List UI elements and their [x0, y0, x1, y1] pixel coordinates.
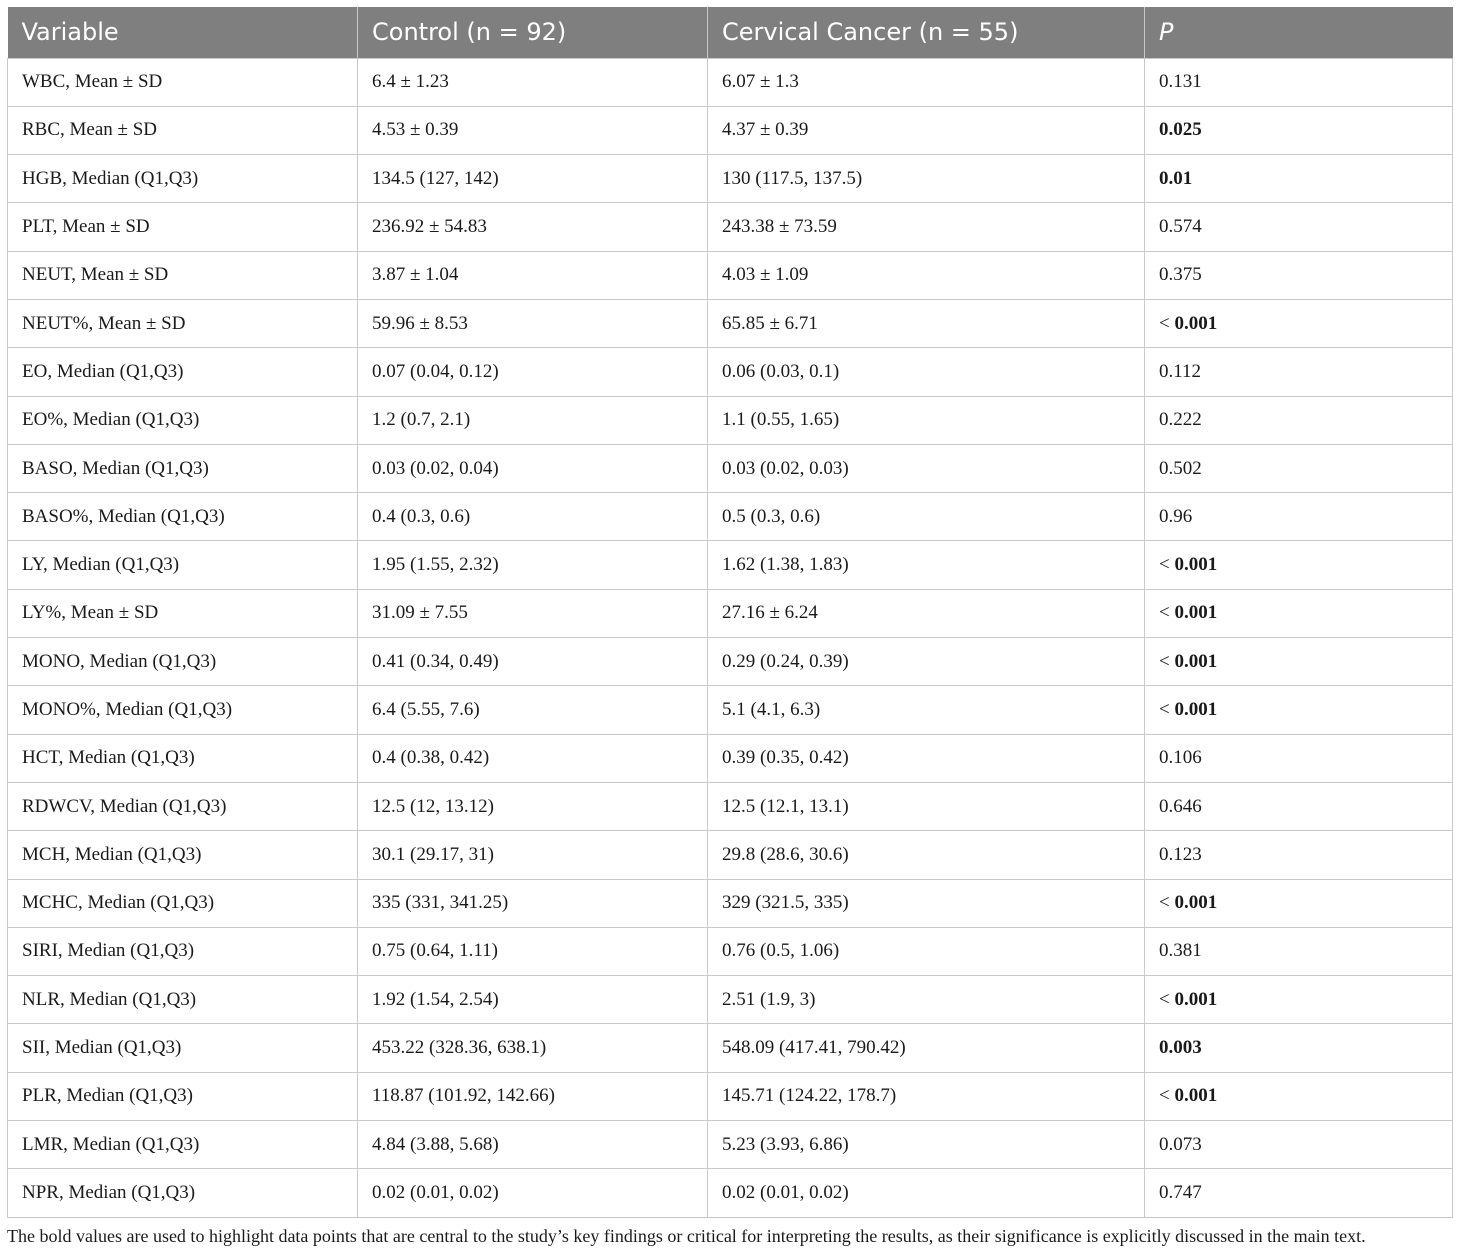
cell-control: 4.53 ± 0.39 — [358, 106, 708, 154]
cell-variable: RDWCV, Median (Q1,Q3) — [8, 782, 358, 830]
cell-p-value — [1145, 831, 1453, 879]
cell-p-value — [1145, 106, 1453, 154]
cell-p-value — [1145, 638, 1453, 686]
cell-cervical-cancer: 0.03 (0.02, 0.03) — [708, 444, 1145, 492]
table-row — [8, 686, 1453, 734]
cell-cervical-cancer: 4.03 ± 1.09 — [708, 251, 1145, 299]
p-value: 0.106 — [1159, 747, 1202, 769]
p-value-prefix: < — [1159, 699, 1175, 720]
cell-control: 0.07 (0.04, 0.12) — [358, 348, 708, 396]
p-value: 0.375 — [1159, 264, 1202, 286]
cell-cervical-cancer: 0.5 (0.3, 0.6) — [708, 493, 1145, 541]
cell-variable: NEUT%, Mean ± SD — [8, 299, 358, 347]
p-value-prefix: < — [1159, 988, 1175, 1010]
p-value: 0.001 — [1174, 650, 1218, 672]
p-value: 0.001 — [1174, 988, 1218, 1010]
cell-variable: HGB, Median (Q1,Q3) — [8, 155, 358, 203]
cell-variable: LY, Median (Q1,Q3) — [8, 541, 358, 589]
cell-p-value — [1145, 589, 1453, 637]
cell-control: 59.96 ± 8.53 — [358, 299, 708, 347]
table-header — [8, 7, 1453, 58]
table-row — [8, 155, 1453, 203]
p-value: 0.001 — [1174, 312, 1218, 334]
p-value: 0.001 — [1174, 1085, 1218, 1107]
cell-p-value — [1145, 203, 1453, 251]
cell-p-value — [1145, 251, 1453, 299]
p-value: 0.01 — [1159, 167, 1193, 189]
p-value: 0.123 — [1159, 843, 1202, 865]
cell-control: 12.5 (12, 13.12) — [358, 782, 708, 830]
header-row — [8, 7, 1453, 58]
cell-cervical-cancer: 130 (117.5, 137.5) — [708, 155, 1145, 203]
cell-cervical-cancer: 1.1 (0.55, 1.65) — [708, 396, 1145, 444]
cell-variable: NLR, Median (Q1,Q3) — [8, 976, 358, 1024]
cell-p-value — [1145, 155, 1453, 203]
cell-p-value — [1145, 782, 1453, 830]
cell-cervical-cancer: 145.71 (124.22, 178.7) — [708, 1072, 1145, 1120]
table-row — [8, 1072, 1453, 1120]
cell-p-value — [1145, 1072, 1453, 1120]
cell-cervical-cancer: 5.1 (4.1, 6.3) — [708, 686, 1145, 734]
table-body — [8, 58, 1453, 1217]
p-value-prefix: < — [1159, 650, 1175, 672]
cell-control: 31.09 ± 7.55 — [358, 589, 708, 637]
p-value-prefix: < — [1159, 602, 1175, 624]
p-value: 0.073 — [1159, 1133, 1202, 1155]
cell-control: 0.02 (0.01, 0.02) — [358, 1169, 708, 1217]
cell-variable: PLT, Mean ± SD — [8, 203, 358, 251]
table-row — [8, 831, 1453, 879]
cell-control: 0.41 (0.34, 0.49) — [358, 638, 708, 686]
cell-variable: RBC, Mean ± SD — [8, 106, 358, 154]
table-row — [8, 1121, 1453, 1169]
cell-control: 30.1 (29.17, 31) — [358, 831, 708, 879]
cell-cervical-cancer: 329 (321.5, 335) — [708, 879, 1145, 927]
cell-control: 3.87 ± 1.04 — [358, 251, 708, 299]
p-value: 0.747 — [1159, 1181, 1202, 1203]
cell-cervical-cancer: 12.5 (12.1, 13.1) — [708, 782, 1145, 830]
cell-control: 134.5 (127, 142) — [358, 155, 708, 203]
cell-p-value — [1145, 734, 1453, 782]
p-value: 0.112 — [1159, 360, 1202, 382]
cell-variable: LMR, Median (Q1,Q3) — [8, 1121, 358, 1169]
cell-cervical-cancer: 0.39 (0.35, 0.42) — [708, 734, 1145, 782]
cell-p-value — [1145, 686, 1453, 734]
p-value: 0.131 — [1159, 71, 1202, 93]
table-row — [8, 1024, 1453, 1072]
cell-p-value — [1145, 927, 1453, 975]
data-table — [7, 7, 1453, 1218]
cell-variable: EO, Median (Q1,Q3) — [8, 348, 358, 396]
cell-cervical-cancer: 2.51 (1.9, 3) — [708, 976, 1145, 1024]
table-row — [8, 299, 1453, 347]
cell-cervical-cancer: 243.38 ± 73.59 — [708, 203, 1145, 251]
cell-cervical-cancer: 0.29 (0.24, 0.39) — [708, 638, 1145, 686]
cell-p-value — [1145, 879, 1453, 927]
p-value-prefix: < — [1159, 1085, 1175, 1107]
cell-cervical-cancer: 0.02 (0.01, 0.02) — [708, 1169, 1145, 1217]
p-value: 0.646 — [1159, 795, 1202, 817]
cell-control: 6.4 ± 1.23 — [358, 58, 708, 106]
cell-cervical-cancer: 27.16 ± 6.24 — [708, 589, 1145, 637]
table-row — [8, 58, 1453, 106]
cell-variable: MONO%, Median (Q1,Q3) — [8, 686, 358, 734]
cell-control: 453.22 (328.36, 638.1) — [358, 1024, 708, 1072]
table-row — [8, 396, 1453, 444]
cell-p-value — [1145, 1169, 1453, 1217]
p-value: 0.381 — [1159, 940, 1202, 962]
table-row — [8, 203, 1453, 251]
cell-p-value — [1145, 58, 1453, 106]
cell-variable: SIRI, Median (Q1,Q3) — [8, 927, 358, 975]
table-container — [7, 7, 1452, 1218]
cell-control: 0.4 (0.3, 0.6) — [358, 493, 708, 541]
table-row — [8, 782, 1453, 830]
header-p-value: P — [1145, 7, 1453, 58]
p-value-prefix: < — [1159, 312, 1175, 334]
cell-variable: BASO, Median (Q1,Q3) — [8, 444, 358, 492]
table-row — [8, 1169, 1453, 1217]
cell-variable: SII, Median (Q1,Q3) — [8, 1024, 358, 1072]
p-value: 0.222 — [1159, 409, 1202, 431]
p-value: 0.001 — [1174, 554, 1218, 576]
table-row — [8, 879, 1453, 927]
cell-p-value — [1145, 444, 1453, 492]
table-row — [8, 734, 1453, 782]
cell-variable: NEUT, Mean ± SD — [8, 251, 358, 299]
p-value: 0.001 — [1174, 602, 1218, 624]
p-value: 0.574 — [1159, 216, 1202, 238]
cell-control: 0.03 (0.02, 0.04) — [358, 444, 708, 492]
cell-cervical-cancer: 65.85 ± 6.71 — [708, 299, 1145, 347]
cell-p-value — [1145, 348, 1453, 396]
table-row — [8, 348, 1453, 396]
cell-cervical-cancer: 4.37 ± 0.39 — [708, 106, 1145, 154]
table-row — [8, 927, 1453, 975]
p-value-prefix: < — [1159, 554, 1175, 576]
cell-control: 4.84 (3.88, 5.68) — [358, 1121, 708, 1169]
table-row — [8, 976, 1453, 1024]
cell-control: 0.4 (0.38, 0.42) — [358, 734, 708, 782]
cell-variable: MCH, Median (Q1,Q3) — [8, 831, 358, 879]
cell-p-value — [1145, 299, 1453, 347]
table-row — [8, 106, 1453, 154]
cell-variable: MONO, Median (Q1,Q3) — [8, 638, 358, 686]
cell-p-value — [1145, 976, 1453, 1024]
cell-p-value — [1145, 1121, 1453, 1169]
header-control: Control (n = 92) — [358, 7, 708, 58]
table-row — [8, 444, 1453, 492]
cell-control: 6.4 (5.55, 7.6) — [358, 686, 708, 734]
p-value: 0.96 — [1159, 505, 1193, 527]
cell-variable: LY%, Mean ± SD — [8, 589, 358, 637]
cell-variable: WBC, Mean ± SD — [8, 58, 358, 106]
p-value: 0.001 — [1174, 699, 1218, 720]
table-row — [8, 638, 1453, 686]
table-row — [8, 589, 1453, 637]
cell-control: 0.75 (0.64, 1.11) — [358, 927, 708, 975]
table-row — [8, 493, 1453, 541]
cell-control: 1.2 (0.7, 2.1) — [358, 396, 708, 444]
cell-variable: PLR, Median (Q1,Q3) — [8, 1072, 358, 1120]
header-cervical-cancer: Cervical Cancer (n = 55) — [708, 7, 1145, 58]
table-footnote: The bold values are used to highlight data points that are central to the study’s key findings or critical for interpreting the results, as their significance is explicitly discussed in the main text. — [7, 1226, 1366, 1246]
cell-p-value — [1145, 541, 1453, 589]
table-row — [8, 541, 1453, 589]
cell-control: 335 (331, 341.25) — [358, 879, 708, 927]
p-value: 0.003 — [1159, 1037, 1202, 1059]
p-value: 0.502 — [1159, 457, 1202, 479]
cell-cervical-cancer: 6.07 ± 1.3 — [708, 58, 1145, 106]
p-value: 0.025 — [1159, 119, 1202, 141]
p-value: 0.001 — [1174, 892, 1218, 914]
p-value-prefix: < — [1159, 892, 1175, 914]
cell-cervical-cancer: 1.62 (1.38, 1.83) — [708, 541, 1145, 589]
cell-control: 236.92 ± 54.83 — [358, 203, 708, 251]
cell-p-value — [1145, 1024, 1453, 1072]
cell-cervical-cancer: 0.06 (0.03, 0.1) — [708, 348, 1145, 396]
header-variable: Variable — [8, 7, 358, 58]
cell-variable: MCHC, Median (Q1,Q3) — [8, 879, 358, 927]
cell-variable: BASO%, Median (Q1,Q3) — [8, 493, 358, 541]
cell-p-value — [1145, 493, 1453, 541]
cell-control: 118.87 (101.92, 142.66) — [358, 1072, 708, 1120]
cell-variable: NPR, Median (Q1,Q3) — [8, 1169, 358, 1217]
cell-cervical-cancer: 0.76 (0.5, 1.06) — [708, 927, 1145, 975]
cell-variable: HCT, Median (Q1,Q3) — [8, 734, 358, 782]
table-row — [8, 251, 1453, 299]
cell-cervical-cancer: 29.8 (28.6, 30.6) — [708, 831, 1145, 879]
cell-cervical-cancer: 5.23 (3.93, 6.86) — [708, 1121, 1145, 1169]
cell-control: 1.95 (1.55, 2.32) — [358, 541, 708, 589]
cell-variable: EO%, Median (Q1,Q3) — [8, 396, 358, 444]
cell-control: 1.92 (1.54, 2.54) — [358, 976, 708, 1024]
cell-cervical-cancer: 548.09 (417.41, 790.42) — [708, 1024, 1145, 1072]
cell-p-value — [1145, 396, 1453, 444]
